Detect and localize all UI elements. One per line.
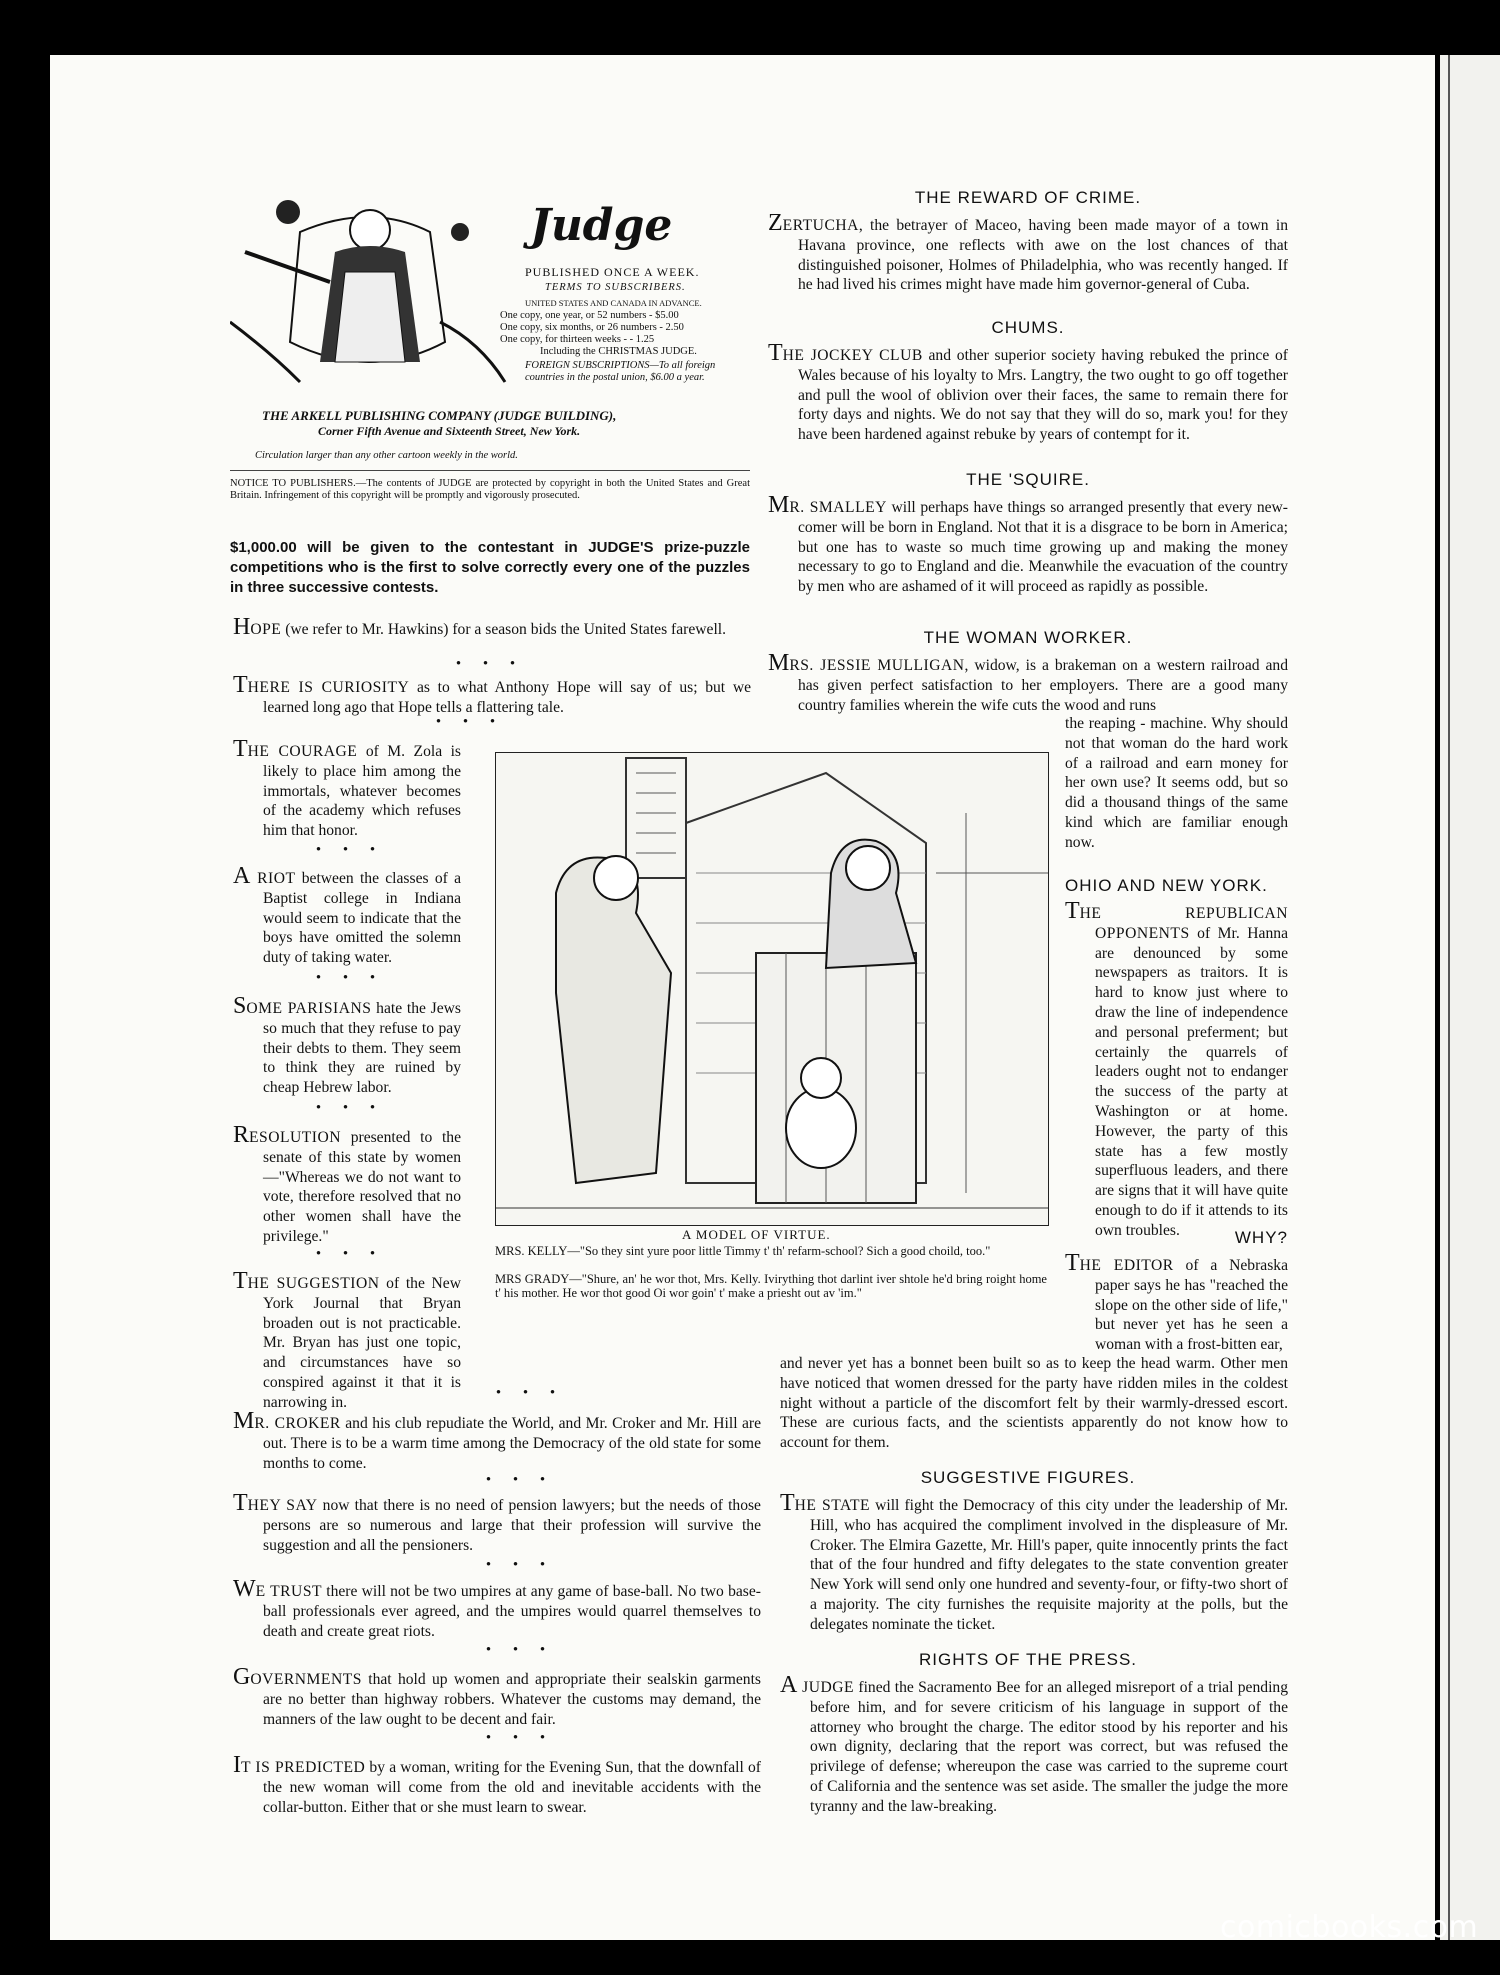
heading-suggestive-figures: SUGGESTIVE FIGURES. xyxy=(920,1468,1136,1487)
cartoon-drawing xyxy=(496,753,1048,1225)
separator-dots: • • • xyxy=(455,656,525,672)
separator-dots: • • • xyxy=(315,842,385,858)
heading-woman-worker: THE WOMAN WORKER. xyxy=(923,628,1133,647)
cartoon-caption-grady: MRS GRADY—"Shure, an' he wor thot, Mrs. Kelly. Ivirything thot darlint iver shtole he'd bring roight home t' his mother. He wor thot good Oi wor goin' t' make a priesht out av 'im." xyxy=(495,1272,1047,1300)
article-woman-worker-continued: the reaping - machine. Why should not that woman do the hard work of a railroad and earn money for her own use? It seems odd, but so did a thousand things of the same kind which are familiar enough now. xyxy=(1065,715,1288,851)
separator-dots: • • • xyxy=(485,1730,555,1746)
separator-dots: • • • xyxy=(315,970,385,986)
prize-announcement: $1,000.00 will be given to the contestant in JUDGE'S prize-puzzle competitions who is the first to solve correctly every one of the puzzles in three successive contests. xyxy=(230,539,750,596)
site-watermark: comicbooks.com xyxy=(1220,1910,1479,1945)
publisher-address: Corner Fifth Avenue and Sixteenth Street, New York. xyxy=(318,424,581,438)
article-suggestive-figures: THE STATE will fight the Democracy of this city under the leadership of Mr. Hill, who has acquired the compliment involved in the displeasure of Mr. Croker. The Elmira Gazette, Mr. Hill's paper, quite innocently prints the fact that of the four hundred and fifty delegates to the state convention greater New York will send only one hundred and seventy-four, or fifty-two short of a majority. The city furnishes the requisite majority at the polls, but the delegates nominate the ticket. xyxy=(780,1490,1289,1633)
heading-reward-of-crime: THE REWARD OF CRIME. xyxy=(914,188,1142,207)
publisher-name: THE ARKELL PUBLISHING COMPANY (JUDGE BUILDING), xyxy=(262,408,617,423)
separator-dots: • • • xyxy=(315,1100,385,1116)
separator-dots: • • • xyxy=(495,1385,565,1401)
item-zola: THE COURAGE of M. Zola is likely to place him among the immortals, whatever becomes of the academy which refuses him that honor. xyxy=(233,736,462,840)
item-pension: THEY SAY now that there is no need of pension lawyers; but the needs of those persons are so numerous and large that their profession will survive the suggestion and all the pensioners. xyxy=(233,1490,761,1554)
item-predicted: IT IS PREDICTED by a woman, writing for the Evening Sun, that the downfall of the new woman will come from the old and inevitable accidents with the collar-button. Either that or she must learn to swear. xyxy=(233,1752,762,1816)
terms-heading: TERMS TO SUBSCRIBERS. xyxy=(545,282,686,293)
cartoon-caption-kelly: MRS. KELLY—"So they sint yure poor little Timmy t' th' refarm-school? Sich a good choild, too." xyxy=(495,1244,991,1258)
item-governments: GOVERNMENTS that hold up women and appropriate their sealskin garments are no better than highway robbers. Whatever the customs may demand, the manners of the law ought to be decent and fair. xyxy=(233,1664,761,1728)
advance-note: UNITED STATES AND CANADA IN ADVANCE. xyxy=(525,298,702,308)
item-suggestion: THE SUGGESTION of the New York Journal that Bryan broaden out is not practicable. Mr. Bryan has just one topic, and circumstances have so conspired against it that it is narrowing in. xyxy=(233,1268,461,1411)
separator-dots: • • • xyxy=(485,1472,555,1488)
masthead-logo: Judge xyxy=(530,200,673,251)
item-parisians: SOME PARISIANS hate the Jews so much that they refuse to pay their debts to them. They seem to think they are ruined by cheap Hebrew labor. xyxy=(233,993,461,1097)
item-hawkins: HOPE (we refer to Mr. Hawkins) for a season bids the United States farewell. xyxy=(233,614,727,640)
article-why: THE EDITOR of a Nebraska paper says he has "reached the slope on the other side of life," but never yet has he seen a woman with a frost-bitten ear, xyxy=(1065,1250,1288,1354)
heading-squire: THE 'SQUIRE. xyxy=(966,470,1090,489)
item-croker: MR. CROKER and his club repudiate the World, and Mr. Croker and Mr. Hill are out. There is to be a warm time among the Democracy of the old state for some months to come. xyxy=(233,1408,762,1472)
article-woman-worker: MRS. JESSIE MULLIGAN, widow, is a brakeman on a western railroad and has given perfect satisfaction to her employers. There are a good many country families wherein the wife cuts the wood and runs xyxy=(768,650,1288,714)
published-weekly: PUBLISHED ONCE A WEEK. xyxy=(525,265,700,279)
item-umpires: WE TRUST there will not be two umpires at any game of base-ball. No two base-ball professionals ever agreed, and the umpires would quarrel themselves to death and create great riots. xyxy=(233,1576,761,1640)
masthead-rule xyxy=(230,470,750,471)
heading-ohio-new-york: OHIO AND NEW YORK. xyxy=(1065,876,1268,895)
circulation-note: Circulation larger than any other cartoon weekly in the world. xyxy=(255,450,518,461)
heading-why: WHY? xyxy=(1234,1228,1288,1247)
heading-chums: CHUMS. xyxy=(991,318,1065,337)
item-curiosity: THERE IS CURIOSITY as to what Anthony Hope will say of us; but we learned long ago that Hope tells a flattering tale. xyxy=(233,672,751,716)
subscription-rates: One copy, one year, or 52 numbers - $5.00 One copy, six months, or 26 numbers - 2.50 One copy, for thirteen weeks - - 1.25 Including the CHRISTMAS JUDGE. xyxy=(500,310,697,357)
separator-dots: • • • xyxy=(435,714,505,730)
item-resolution: RESOLUTION presented to the senate of this state by women—"Whereas we do not want to vote, therefore resolved that no other women shall have the privilege." xyxy=(233,1122,461,1245)
article-why-continued: and never yet has a bonnet been built so as to keep the head warm. Other men have noticed that women dressed for the party have ridden miles in the coldest night without a particle of the discomfort felt by their warmly-dressed escort. These are curious facts, and the scientists apparently do not know how to account for them. xyxy=(780,1355,1288,1452)
separator-dots: • • • xyxy=(485,1642,555,1658)
heading-rights-of-press: RIGHTS OF THE PRESS. xyxy=(918,1650,1138,1669)
article-reward-of-crime: ZERTUCHA, the betrayer of Maceo, having been made mayor of a town in Havana province, one reflects with awe on the lost chances of that distinguished poisoner, Holmes of Philadelphia, who was recently hanged. If he had lived his crimes might have made him governor-general of Cuba. xyxy=(768,210,1288,294)
item-riot: A RIOT between the classes of a Baptist college in Indiana would seem to indicate that the boys have omitted the solemn duty of taking water. xyxy=(233,863,461,967)
article-rights-of-press: A JUDGE fined the Sacramento Bee for an alleged misreport of a trial pending before him, and for severe criticism of his language in support of the attorney who brought the charge. The editor stood by his reporter and his own dignity, declaring that the report was correct, but was refused the privilege of defense; whereupon the case was carried to the supreme court of California and the sentence was set aside. The smaller the judge the more tyranny and the law-breaking. xyxy=(780,1672,1288,1815)
page-gutter xyxy=(1448,55,1450,1940)
masthead-illustration xyxy=(230,192,510,387)
cartoon-illustration xyxy=(495,752,1049,1226)
article-squire: MR. SMALLEY will perhaps have things so arranged presently that every new-comer will be born in England. Not that it is a disgrace to be born in America; but one has to waste so much time growing up and making the money necessary to go to England and die. Meanwhile the evacuation of the country by men who are ashamed of it will proceed as rapidly as possible. xyxy=(768,492,1288,596)
article-ohio-new-york: THE REPUBLICAN OPPONENTS of Mr. Hanna are denounced by some newspapers as traitors. It is hard to know just where to draw the line of independence and personal preferment; but certainly the quarrels of leaders ought not to endanger the success of the party at Washington or at home. However, the party of this state has a few mostly superfluous leaders, and there are signs that it will have quite enough to do if it attends to its own troubles. xyxy=(1065,898,1288,1239)
cartoon-title: A MODEL OF VIRTUE. xyxy=(682,1227,831,1242)
separator-dots: • • • xyxy=(315,1246,385,1262)
article-chums: THE JOCKEY CLUB and other superior society having rebuked the prince of Wales because of his loyalty to Mrs. Langtry, the two ought to go off together and pull the wool of oblivion over their faces, the same to remain there for forty days and nights. We do not say that they will do so, mark you! for they have been hardened against rebuke by years of contempt for it. xyxy=(768,340,1288,444)
foreign-subscriptions: FOREIGN SUBSCRIPTIONS—To all foreign countries in the postal union, $6.00 a year. xyxy=(525,360,716,383)
copyright-notice: NOTICE TO PUBLISHERS.—The contents of JUDGE are protected by copyright in both the United States and Great Britain. Infringement of this copyright will be promptly and vigorously prosecuted. xyxy=(230,478,750,501)
separator-dots: • • • xyxy=(485,1557,555,1573)
